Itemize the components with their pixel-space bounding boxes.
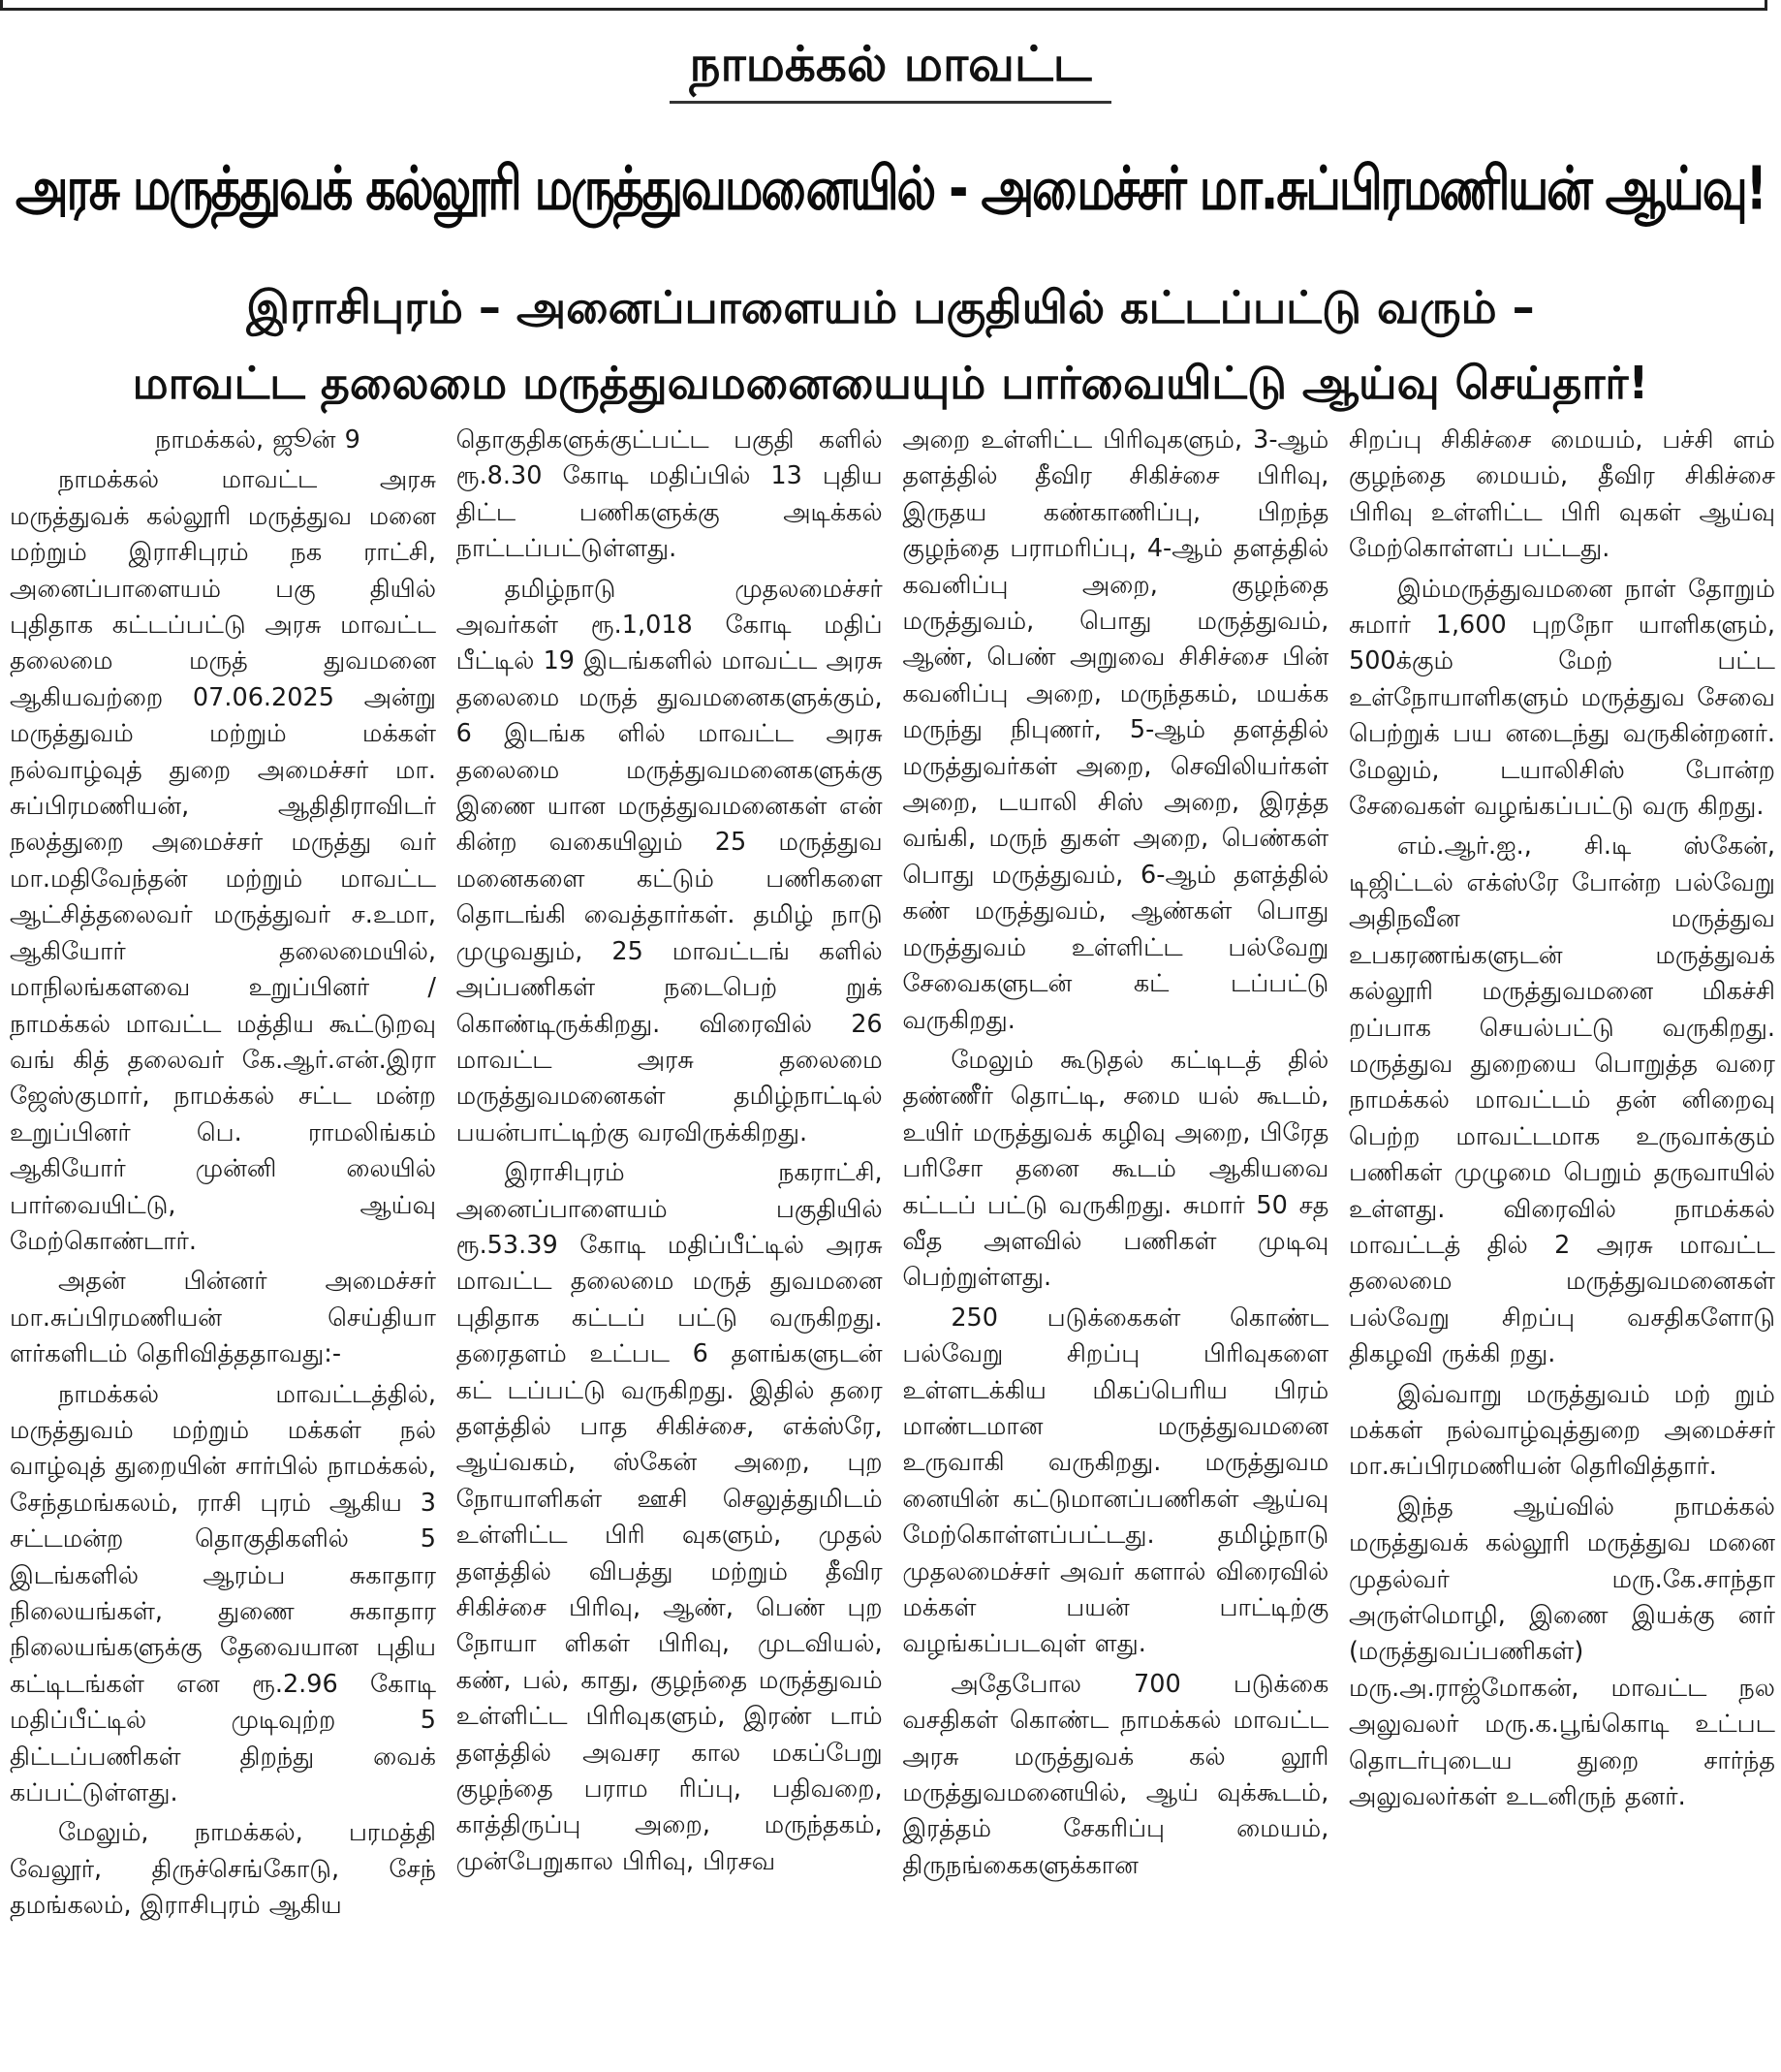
paragraph: அதன் பின்னர் அமைச்சர் மா.சுப்பிரமணியன் செய்தியா ளர்களிடம் தெரிவித்ததாவது:- — [10, 1267, 436, 1369]
subhead-line-2: மாவட்ட தலைமை மருத்துவமனையையும் பார்வையிட்டு ஆய்வு செய்தார்! — [132, 357, 1649, 409]
paragraph: 250 படுக்கைகள் கொண்ட பல்வேறு சிறப்பு பிரிவுகளை உள்ளடக்கிய மிகப்பெரிய பிரம் மாண்டமான மருத்துவமனை உருவாகி வருகிறது. மருத்துவம னையின் கட்டுமானப்பணிகள் ஆய்வு மேற்கொள்ளப்பட்டது. தமிழ்நாடு முதலமைச்சர் அவர் களால் விரைவில் மக்கள் பயன் பாட்டிற்கு வழங்கப்படவுள் ளது. — [902, 1303, 1329, 1659]
article-dateline — [10, 423, 436, 458]
subhead-line-1: இராசிபுரம் – அனைப்பாளையம் பகுதியில் கட்டப்பட்டு வரும் – — [246, 281, 1535, 333]
article-body — [10, 423, 1775, 2070]
top-border-rule — [0, 0, 1767, 11]
paragraph: இராசிபுரம் நகராட்சி, அனைப்பாளையம் பகுதியில் ரூ.53.39 கோடி மதிப்பீட்டில் அரசு மாவட்ட தலைமை மருத் துவமனை புதிதாக கட்டப் பட்டு வருகிறது. தரைதளம் உட்பட 6 தளங்களுடன் கட் டப்பட்டு வருகிறது. இதில் தரை தளத்தில் பாத சிகிச்சை, எக்ஸ்ரே, ஆய்வகம், ஸ்கேன் அறை, புற நோயாளிகள் ஊசி செலுத்துமிடம் உள்ளிட்ட பிரி வுகளும், முதல் தளத்தில் விபத்து மற்றும் தீவிர சிகிச்சை பிரிவு, ஆண், பெண் புற நோயா ளிகள் பிரிவு, முடவியல், கண், பல், காது, குழந்தை மருத்துவம் உள்ளிட்ட பிரிவுகளும், இரண் டாம் தளத்தில் அவசர கால மகப்பேறு குழந்தை பராம ரிப்பு, பதிவறை, காத்திருப்பு அறை, மருந்தகம், முன்பேறுகால பிரிவு, பிரசவ — [455, 1158, 883, 1876]
paragraph: நாமக்கல் மாவட்டத்தில், மருத்துவம் மற்றும் மக்கள் நல் வாழ்வுத் துறையின் சார்பில் நாமக்கல், சேந்தமங்கலம், ராசி புரம் ஆகிய 3 சட்டமன்ற தொகுதிகளில் 5 இடங்களில் ஆரம்ப சுகாதார நிலையங்கள், துணை சுகாதார நிலையங்களுக்கு தேவையான புதிய கட்டிடங்கள் என ரூ.2.96 கோடி மதிப்பீட்டில் முடிவுற்ற 5 திட்டப்பணிகள் திறந்து வைக் கப்பட்டுள்ளது. — [10, 1379, 436, 1808]
paragraph: இம்மருத்துவமனை நாள் தோறும் சுமார் 1,600 புறநோ யாளிகளும், 500க்கும் மேற் பட்ட உள்நோயாளிகளும் மருத்துவ சேவை பெற்றுக் பய னடைந்து வருகின்றனர். மேலும், டயாலிசிஸ் போன்ற சேவைகள் வழங்கப்பட்டு வரு கிறது. — [1348, 574, 1775, 822]
paragraph: தமிழ்நாடு முதலமைச்சர் அவர்கள் ரூ.1,018 கோடி மதிப் பீட்டில் 19 இடங்களில் மாவட்ட அரசு தலைமை மருத் துவமனைகளுக்கும், 6 இடங்க ளில் மாவட்ட அரசு தலைமை மருத்துவமனைகளுக்கு இணை யான மருத்துவமனைகள் என் கின்ற வகையிலும் 25 மருத்துவ மனைகளை கட்டும் பணிகளை தொடங்கி வைத்தார்கள். தமிழ் நாடு முழுவதும், 25 மாவட்டங் களில் அப்பணிகள் நடைபெற் றுக் கொண்டிருக்கிறது. விரைவில் 26 மாவட்ட அரசு தலைமை மருத்துவமனைகள் தமிழ்நாட்டில் பயன்பாட்டிற்கு வரவிருக்கிறது. — [455, 574, 883, 1147]
paragraph: அதேபோல 700 படுக்கை வசதிகள் கொண்ட நாமக்கல் மாவட்ட அரசு மருத்துவக் கல் லூரி மருத்துவமனையில், ஆய் வுக்கூடம், இரத்தம் சேகரிப்பு மையம், திருநங்கைகளுக்கான — [902, 1669, 1329, 1880]
district-tag-label: நாமக்கல் மாவட்ட — [670, 29, 1110, 104]
paragraph: இவ்வாறு மருத்துவம் மற் றும் மக்கள் நல்வாழ்வுத்துறை அமைச்சர் மா.சுப்பிரமணியன் தெரிவித்தார். — [1348, 1379, 1775, 1482]
article-column-4 — [1349, 423, 1775, 2070]
paragraph: மேலும் கூடுதல் கட்டிடத் தில் தண்ணீர் தொட்டி, சமை யல் கூடம், உயிர் மருத்துவக் கழிவு அறை, பிரேத பரிசோ தனை கூடம் ஆகியவை கட்டப் பட்டு வருகிறது. சுமார் 50 சத வீத அளவில் பணிகள் முடிவு பெற்றுள்ளது. — [902, 1045, 1329, 1293]
paragraph: மேலும், நாமக்கல், பரமத்தி வேலூர், திருச்செங்கோடு, சேந் தமங்கலம், இராசிபுரம் ஆகிய — [10, 1818, 436, 1921]
district-tag — [0, 29, 1781, 104]
paragraph: எம்.ஆர்.ஐ., சி.டி ஸ்கேன், டிஜிட்டல் எக்ஸ்ரே போன்ற பல்வேறு அதிநவீன மருத்துவ உபகரணங்களுடன் மருத்துவக் கல்லூரி மருத்துவமனை மிகச்சி றப்பாக செயல்பட்டு வருகிறது. மருத்துவ துறையை பொறுத்த வரை நாமக்கல் மாவட்டம் தன் னிறைவு பெற்ற மாவட்டமாக உருவாக்கும் பணிகள் முழுமை பெறும் தருவாயில் உள்ளது. விரைவில் நாமக்கல் மாவட்டத் தில் 2 அரசு மாவட்ட தலைமை மருத்துவமனைகள் பல்வேறு சிறப்பு வசதிகளோடு திகழவி ருக்கி றது. — [1348, 832, 1775, 1369]
paragraph: இந்த ஆய்வில் நாமக்கல் மருத்துவக் கல்லூரி மருத்துவ மனை முதல்வர் மரு.கே.சாந்தா அருள்மொழி, இணை இயக்கு னர் (மருத்துவப்பணிகள்) மரு.அ.ராஜ்மோகன், மாவட்ட நல அலுவலர் மரு.க.பூங்கொடி உட்பட தொடர்புடைய துறை சார்ந்த அலுவலர்கள் உடனிருந் தனர். — [1348, 1491, 1775, 1812]
paragraph: சிறப்பு சிகிச்சை மையம், பச்சி ளம் குழந்தை மையம், தீவிர சிகிச்சை பிரிவு உள்ளிட்ட பிரி வுகள் ஆய்வு மேற்கொள்ளப் பட்டது. — [1348, 425, 1775, 564]
headline: அரசு மருத்துவக் கல்லூரி மருத்துவமனையில் - அமைச்சர் மா.சுப்பிரமணியன் ஆய்வு! — [16, 154, 1765, 224]
paragraph: தொகுதிகளுக்குட்பட்ட பகுதி களில் ரூ.8.30 கோடி மதிப்பில் 13 புதிய திட்ட பணிகளுக்கு அடிக்கல் நாட்டப்பட்டுள்ளது. — [455, 425, 883, 564]
article-column-1 — [10, 423, 436, 2070]
dateline: நாமக்கல், ஜூன் 9 — [155, 425, 360, 455]
paragraph: நாமக்கல் மாவட்ட அரசு மருத்துவக் கல்லூரி மருத்துவ மனை மற்றும் இராசிபுரம் நக ராட்சி, அனைப்பாளையம் பகு தியில் புதிதாக கட்டப்பட்டு அரசு மாவட்ட தலைமை மருத் துவமனை ஆகியவற்றை 07.06.2025 அன்று மருத்துவம் மற்றும் மக்கள் நல்வாழ்வுத் துறை அமைச்சர் மா. சுப்பிரமணியன், ஆதிதிராவிடர் நலத்துறை அமைச்சர் மருத்து வர் மா.மதிவேந்தன் மற்றும் மாவட்ட ஆட்சித்தலைவர் மருத்துவர் ச.உமா, ஆகியோர் தலைமையில், மாநிலங்களவை உறுப்பினர் / நாமக்கல் மாவட்ட மத்திய கூட்டுறவு வங் கித் தலைவர் கே.ஆர்.என்.இரா ஜேஸ்குமார், நாமக்கல் சட்ட மன்ற உறுப்பினர் பெ. ராமலிங்கம் ஆகியோர் முன்னி லையில் பார்வையிட்டு, ஆய்வு மேற்கொண்டார். — [10, 465, 436, 1256]
article-column-3 — [902, 423, 1328, 2070]
paragraph: அறை உள்ளிட்ட பிரிவுகளும், 3-ஆம் தளத்தில் தீவிர சிகிச்சை பிரிவு, இருதய கண்காணிப்பு, பிறந்த குழந்தை பராமரிப்பு, 4-ஆம் தளத்தில் கவனிப்பு அறை, குழந்தை மருத்துவம், பொது மருத்துவம், ஆண், பெண் அறுவை சிசிச்சை பின் கவனிப்பு அறை, மருந்தகம், மயக்க மருந்து நிபுணர், 5-ஆம் தளத்தில் மருத்துவர்கள் அறை, செவிலியர்கள் அறை, டயாலி சிஸ் அறை, இரத்த வங்கி, மருந் துகள் அறை, பெண்கள் பொது மருத்துவம், 6-ஆம் தளத்தில் கண் மருத்துவம், ஆண்கள் பொது மருத்துவம் உள்ளிட்ட பல்வேறு சேவைகளுடன் கட் டப்பட்டு வருகிறது. — [902, 425, 1329, 1035]
article-column-2 — [456, 423, 883, 2070]
